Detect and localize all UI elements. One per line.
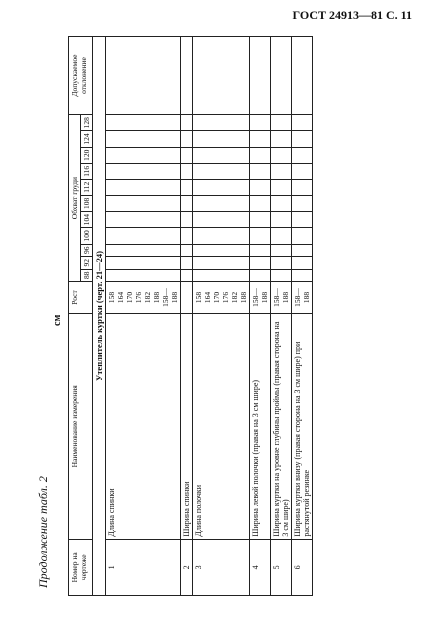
row-tolerance (271, 37, 292, 115)
cell-112 (106, 179, 181, 195)
cell-120 (193, 147, 250, 163)
cell-88 (106, 269, 181, 282)
col-height-header: Рост (69, 282, 93, 314)
cell-108 (106, 195, 181, 211)
girth-header-116: 116 (81, 163, 93, 179)
cell-124 (250, 131, 271, 147)
cell-100 (292, 228, 313, 244)
row-tolerance (181, 37, 193, 115)
cell-108 (193, 195, 250, 211)
cell-104 (271, 212, 292, 228)
cell-92 (271, 257, 292, 270)
cell-120 (106, 147, 181, 163)
unit-label: см (52, 314, 63, 326)
girth-header-108: 108 (81, 195, 93, 211)
cell-116 (193, 163, 250, 179)
row-tolerance (250, 37, 271, 115)
row-number: 5 (271, 539, 292, 595)
row-number: 3 (193, 539, 250, 595)
girth-header-96: 96 (81, 244, 93, 257)
cell-96 (250, 244, 271, 257)
row-heights: 158 164 170 176 182 188 158—188 (106, 282, 181, 314)
col-tolerance-header: Допускаемое отклонение (69, 37, 93, 115)
cell-124 (106, 131, 181, 147)
cell-128 (271, 115, 292, 131)
girth-header-100: 100 (81, 228, 93, 244)
row-tolerance (106, 37, 181, 115)
cell-100 (250, 228, 271, 244)
row-name: Длина полочки (193, 313, 250, 539)
cell-92 (193, 257, 250, 270)
cell-112 (271, 179, 292, 195)
cell-124 (181, 131, 193, 147)
table-row (292, 37, 313, 596)
cell-96 (181, 244, 193, 257)
col-name-header: Наименование измерения (69, 313, 93, 539)
row-name: Ширина спинки (181, 313, 193, 539)
row-number: 1 (106, 539, 181, 595)
cell-92 (250, 257, 271, 270)
table-row (181, 37, 193, 596)
cell-104 (292, 212, 313, 228)
girth-header-120: 120 (81, 147, 93, 163)
cell-116 (181, 163, 193, 179)
cell-108 (181, 195, 193, 211)
cell-108 (292, 195, 313, 211)
cell-108 (250, 195, 271, 211)
cell-116 (250, 163, 271, 179)
row-tolerance (193, 37, 250, 115)
row-name: Ширина левой полочки (правая на 3 см шире) (250, 313, 271, 539)
row-heights: 158 164 170 176 182 188 (193, 282, 250, 314)
cell-116 (292, 163, 313, 179)
cell-96 (271, 244, 292, 257)
row-heights: 158—188 (292, 282, 313, 314)
cell-120 (181, 147, 193, 163)
cell-128 (292, 115, 313, 131)
table-row (271, 37, 292, 596)
cell-88 (181, 269, 193, 282)
table-row (193, 37, 250, 596)
cell-128 (181, 115, 193, 131)
cell-88 (193, 269, 250, 282)
cell-124 (193, 131, 250, 147)
cell-112 (181, 179, 193, 195)
girth-header-128: 128 (81, 115, 93, 131)
girth-header-104: 104 (81, 212, 93, 228)
table-row (250, 37, 271, 596)
cell-96 (106, 244, 181, 257)
cell-116 (106, 163, 181, 179)
table-caption: Продолжение табл. 2 (36, 476, 50, 588)
girth-header-92: 92 (81, 257, 93, 270)
table-row (106, 37, 181, 596)
cell-120 (271, 147, 292, 163)
row-name: Длина спинки (106, 313, 181, 539)
girth-header-124: 124 (81, 131, 93, 147)
cell-124 (292, 131, 313, 147)
cell-128 (106, 115, 181, 131)
data-table (68, 36, 313, 596)
cell-88 (292, 269, 313, 282)
cell-120 (250, 147, 271, 163)
row-name: Ширина куртки на уровне глубины проймы (правая сторона на 3 см шире) (271, 313, 292, 539)
cell-128 (193, 115, 250, 131)
row-number: 2 (181, 539, 193, 595)
cell-116 (271, 163, 292, 179)
cell-88 (250, 269, 271, 282)
row-number: 6 (292, 539, 313, 595)
cell-100 (271, 228, 292, 244)
page-header: ГОСТ 24913—81 С. 11 (292, 8, 412, 22)
row-heights: 158—188 (271, 282, 292, 314)
cell-96 (292, 244, 313, 257)
girth-header-88: 88 (81, 269, 93, 282)
cell-88 (271, 269, 292, 282)
cell-104 (193, 212, 250, 228)
cell-92 (181, 257, 193, 270)
girth-header-112: 112 (81, 179, 93, 195)
landscape-content (32, 36, 392, 596)
cell-92 (106, 257, 181, 270)
cell-96 (193, 244, 250, 257)
cell-120 (292, 147, 313, 163)
col-group-header: Обхват груди (69, 115, 81, 282)
row-heights: 158—188 (250, 282, 271, 314)
cell-108 (271, 195, 292, 211)
cell-124 (271, 131, 292, 147)
cell-104 (250, 212, 271, 228)
cell-112 (292, 179, 313, 195)
section-title: Утеплитель куртки (черт. 21—24) (93, 37, 106, 596)
cell-128 (250, 115, 271, 131)
row-heights (181, 282, 193, 314)
cell-104 (106, 212, 181, 228)
row-tolerance (292, 37, 313, 115)
row-number: 4 (250, 539, 271, 595)
cell-100 (193, 228, 250, 244)
cell-92 (292, 257, 313, 270)
col-num-header: Номер на чертеже (69, 539, 93, 595)
cell-112 (193, 179, 250, 195)
cell-100 (106, 228, 181, 244)
row-name: Ширина куртки внизу (правая сторона на 3 см шире) при растянутой резинке (292, 313, 313, 539)
cell-104 (181, 212, 193, 228)
cell-100 (181, 228, 193, 244)
cell-112 (250, 179, 271, 195)
